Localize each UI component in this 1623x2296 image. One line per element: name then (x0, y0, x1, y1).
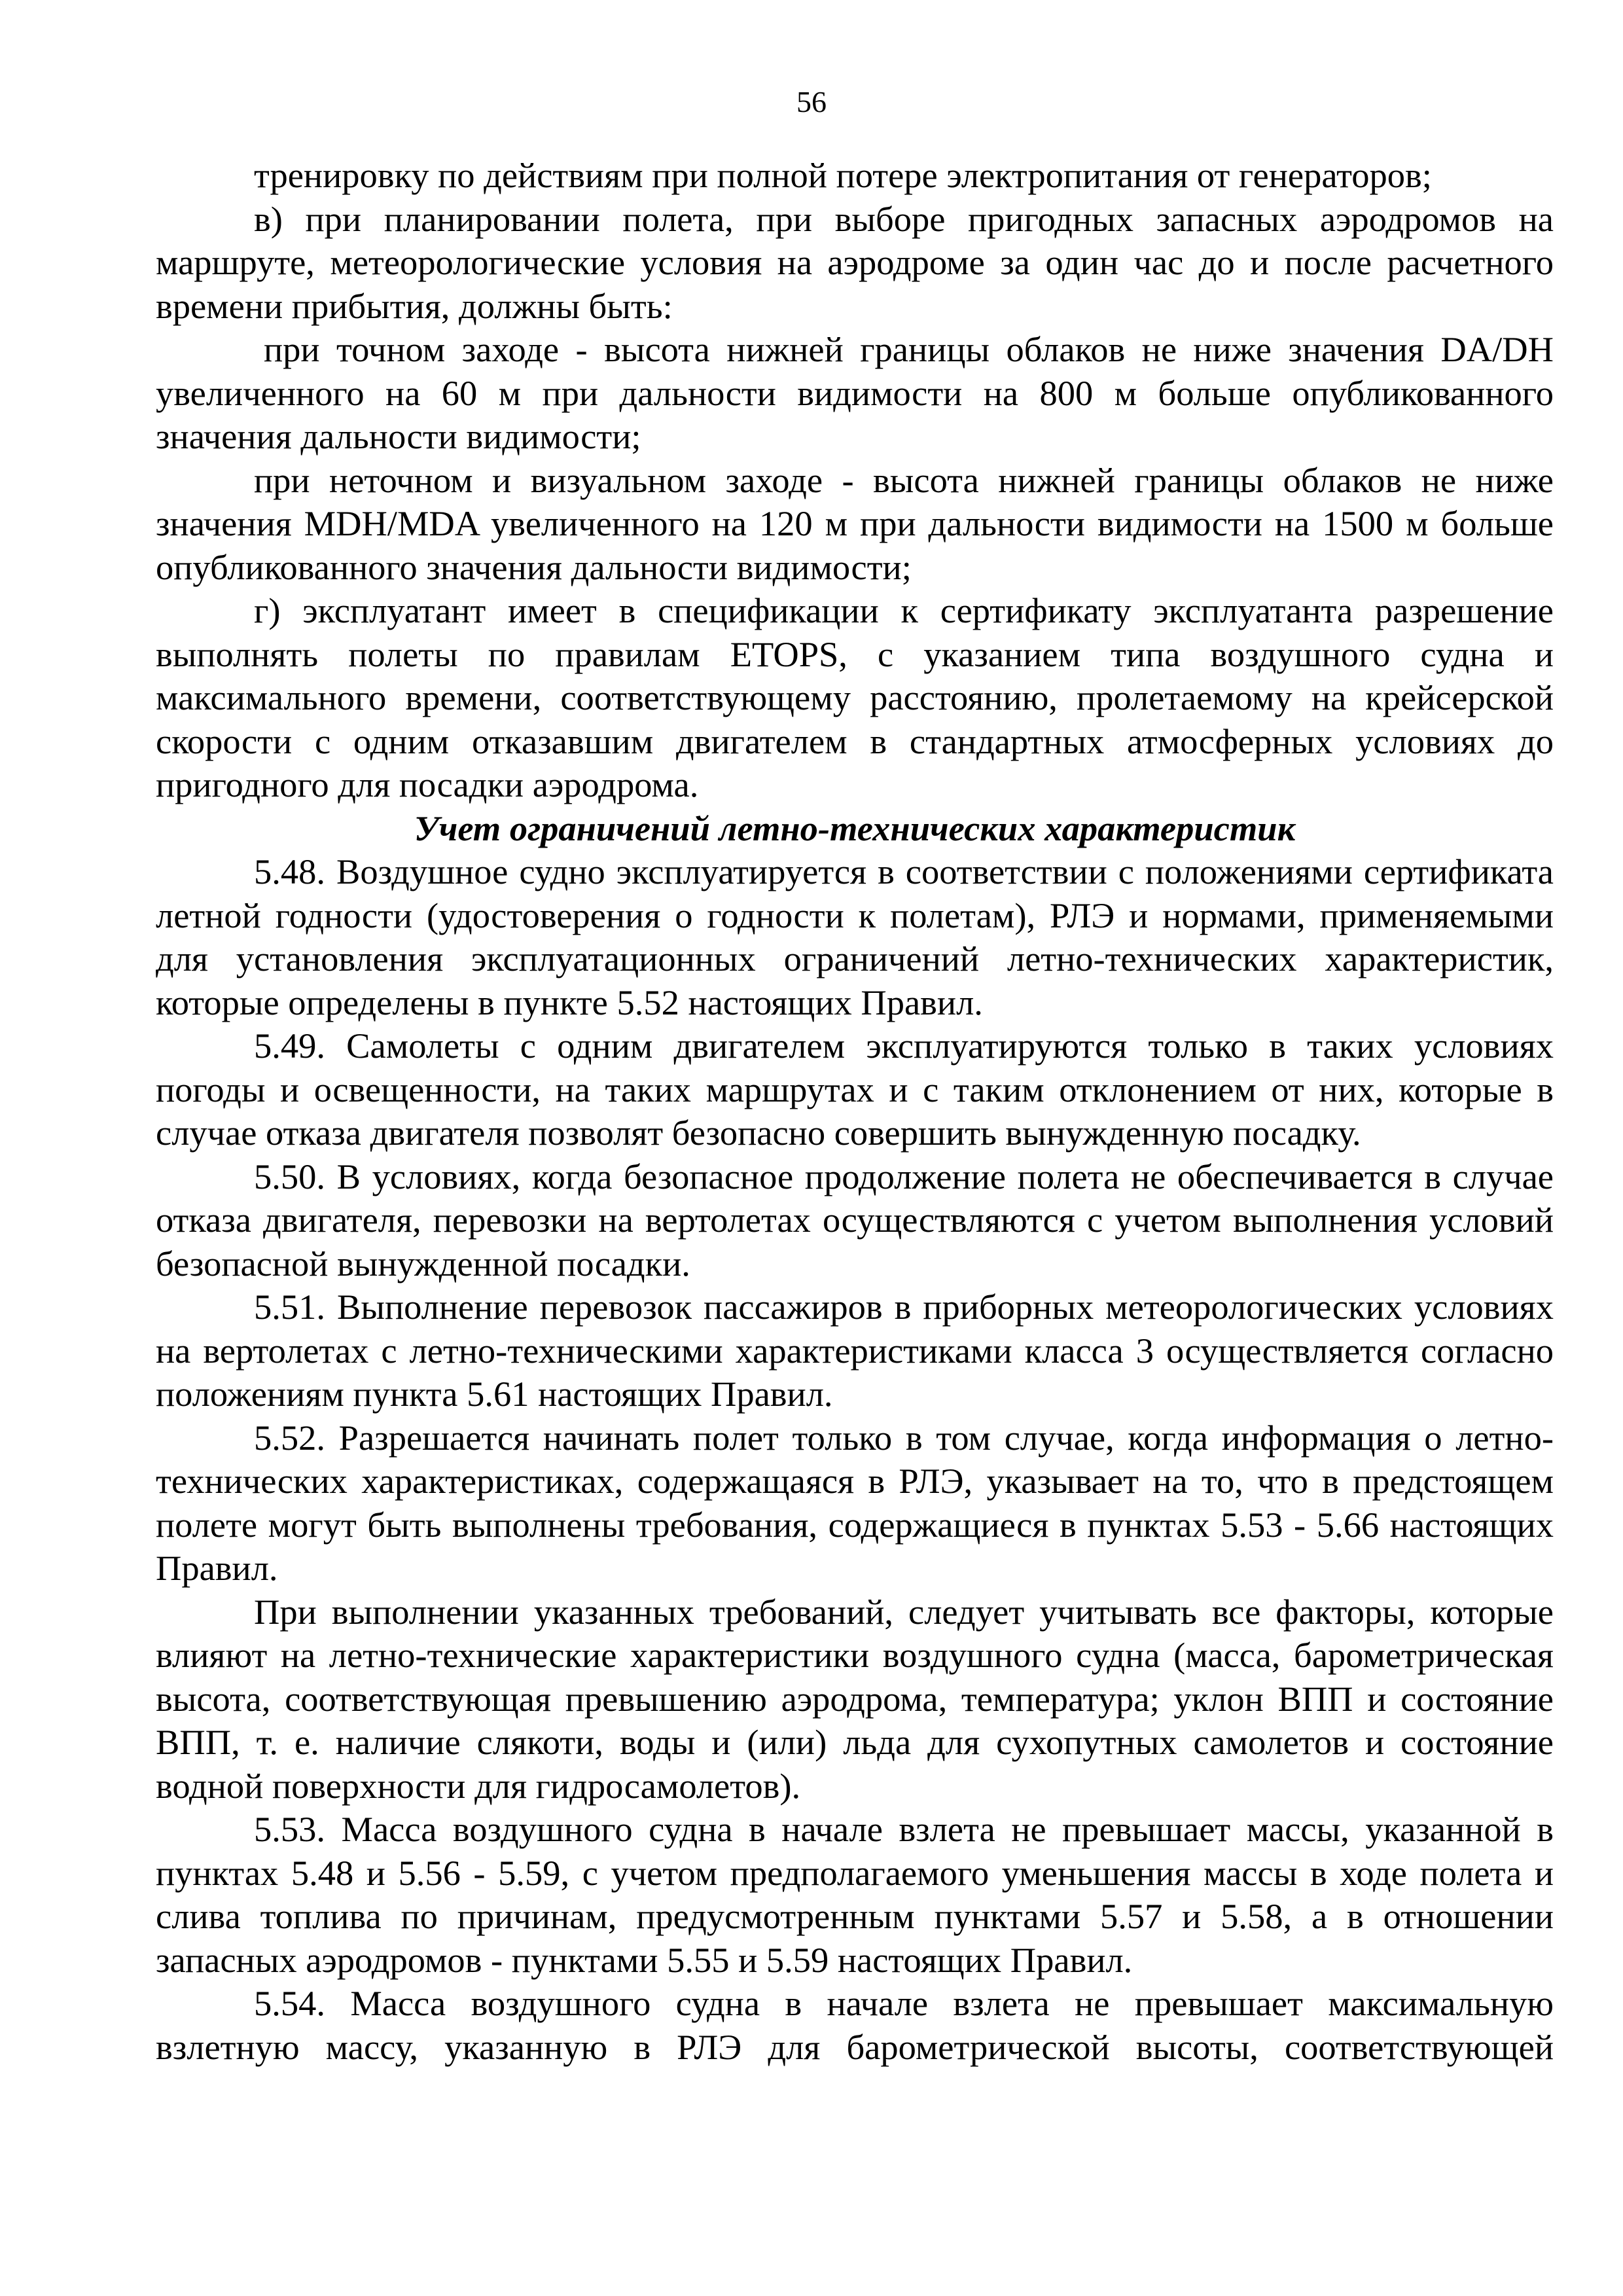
paragraph-5-49: 5.49. Самолеты с одним двигателем эксплуатируются только в таких условиях погоды и освещенности, на таких маршрутах и с таким отклонением от них, которые в случае отказа двигателя позволят безопасно совершить вынужденную посадку. (156, 1026, 1554, 1153)
paragraph-factors: При выполнении указанных требований, следует учитывать все факторы, которые влияют на летно-технические характеристики воздушного судна (масса, барометрическая высота, соответствующая превышению аэродрома, температура; уклон ВПП и состояние ВПП, т. е. наличие слякоти, воды и (или) льда для сухопутных самолетов и состояние водной поверхности для гидросамолетов). (156, 1591, 1554, 1806)
paragraph-item-v: в) при планировании полета, при выборе пригодных запасных аэродромов на маршруте, метеорологические условия на аэродроме за один час до и после расчетного времени прибытия, должны быть: (156, 198, 1554, 326)
section-heading: Учет ограничений летно-технических характеристик (414, 808, 1296, 848)
paragraph-5-53: 5.53. Масса воздушного судна в начале взлета не превышает массы, указанной в пунктах 5.48 и 5.56 - 5.59, с учетом предполагаемого уменьшения массы в ходе полета и слива топлива по причинам, предусмотренным пунктами 5.57 и 5.58, а в отношении запасных аэродромов - пунктами 5.55 и 5.59 настоящих Правил. (156, 1809, 1554, 1980)
paragraph-5-50: 5.50. В условиях, когда безопасное продолжение полета не обеспечивается в случае отказа двигателя, перевозки на вертолетах осуществляются с учетом выполнения условий безопасной вынужденной посадки. (156, 1156, 1554, 1283)
paragraph-nonprecision-approach: при неточном и визуальном заходе - высота нижней границы облаков не ниже значения MDH/MDA увеличенного на 120 м при дальности видимости на 1500 м больше опубликованного значения дальности видимости; (156, 459, 1554, 587)
paragraph-5-54: 5.54. Масса воздушного судна в начале взлета не превышает максимальную взлетную массу, указанную в РЛЭ для барометрической высоты, соответствующей (156, 1983, 1554, 2067)
paragraph-precision-approach: при точном заходе - высота нижней границы облаков не ниже значения DA/DH увеличенного на 60 м при дальности видимости на 800 м больше опубликованного значения дальности видимости; (156, 329, 1554, 456)
paragraph-5-48: 5.48. Воздушное судно эксплуатируется в соответствии с положениями сертификата летной годности (удостоверения о годности к полетам), РЛЭ и нормами, применяемыми для установления эксплуатационных ограничений летно-технических характеристик, которые определены в пункте 5.52 настоящих Правил. (156, 852, 1554, 1022)
page-number: 56 (796, 85, 827, 118)
paragraph-5-52: 5.52. Разрешается начинать полет только в том случае, когда информация о летно-технических характеристиках, содержащаяся в РЛЭ, указывает на то, что в предстоящем полете могут быть выполнены требования, содержащиеся в пунктах 5.53 - 5.66 настоящих Правил. (156, 1417, 1554, 1588)
document-body (156, 154, 1554, 2069)
paragraph-5-51: 5.51. Выполнение перевозок пассажиров в приборных метеорологических условиях на вертолетах с летно-техническими характеристиками класса 3 осуществляется согласно положениям пункта 5.61 настоящих Правил. (156, 1287, 1554, 1414)
paragraph-continuation: тренировку по действиям при полной потере электропитания от генераторов; (254, 155, 1432, 195)
paragraph-item-g: г) эксплуатант имеет в спецификации к сертификату эксплуатанта разрешение выполнять полеты по правилам ETOPS, с указанием типа воздушного судна и максимального времени, соответствующему расстоянию, пролетаемому на крейсерской скорости с одним отказавшим двигателем в стандартных атмосферных условиях до пригодного для посадки аэродрома. (156, 590, 1554, 804)
